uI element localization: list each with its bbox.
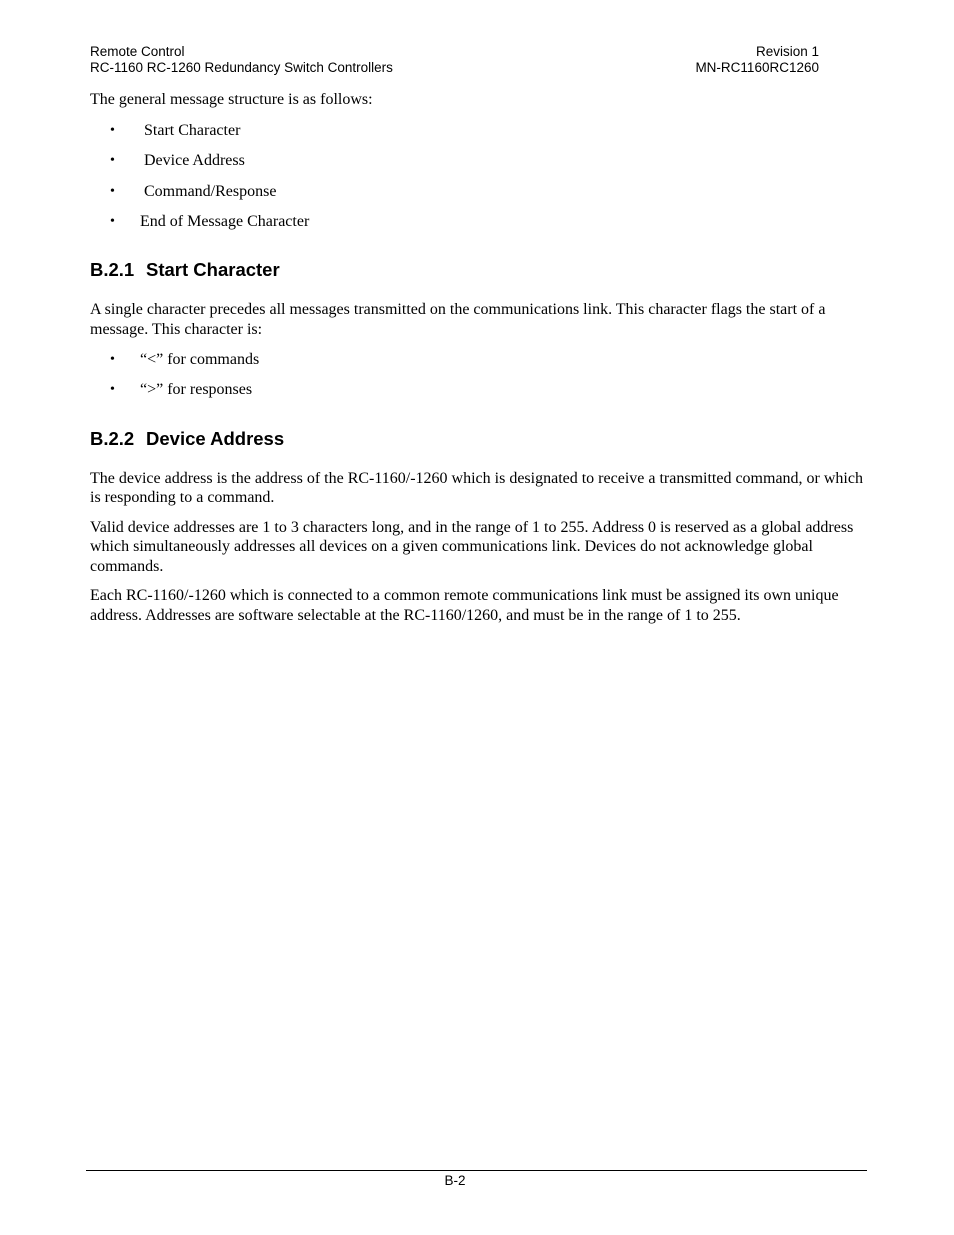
list-item-text: “>” for responses <box>140 381 253 398</box>
footer-divider <box>86 1170 867 1171</box>
device-address-paragraph-1: The device address is the address of the RC-1160/-1260 which is designated to receive a transmitted command, or which is responding to a command. <box>90 469 863 506</box>
list-item <box>90 380 865 400</box>
device-address-paragraph-3: Each RC-1160/-1260 which is connected to a common remote communications link must be assigned its own unique address. Addresses are software selectable at the RC-1160/1260, and must be in the range of 1 to 255. <box>90 587 839 624</box>
list-item <box>90 350 865 370</box>
list-item-text: End of Message Character <box>140 212 310 230</box>
section-title: Device Address <box>146 427 285 449</box>
section-number: B.2.1 <box>90 259 135 280</box>
section-title: Start Character <box>146 259 280 280</box>
section-heading-start-character <box>90 259 865 281</box>
list-item <box>90 151 865 171</box>
list-item <box>90 121 865 141</box>
list-item <box>90 182 865 202</box>
start-character-list <box>90 350 865 400</box>
list-item-text: Start Character <box>144 121 241 139</box>
bullet-icon: • <box>110 183 115 199</box>
page-body <box>90 90 865 625</box>
section-heading-device-address <box>90 428 865 450</box>
section-number: B.2.2 <box>90 427 135 449</box>
bullet-icon: • <box>110 153 115 168</box>
message-structure-list <box>90 121 865 232</box>
list-item <box>90 212 865 232</box>
header-revision: Revision 1 <box>755 44 819 59</box>
header-chapter-title: Remote Control <box>90 44 185 59</box>
header-document-number: MN-RC1160RC1260 <box>695 60 819 75</box>
bullet-icon: • <box>110 382 115 397</box>
bullet-icon: • <box>110 213 115 229</box>
list-item-text: Device Address <box>144 152 245 169</box>
start-character-paragraph: A single character precedes all messages transmitted on the communications link. This character flags the start of a message. This character is: <box>90 301 826 338</box>
page-number: B-2 <box>444 1173 466 1188</box>
device-address-paragraph-2: Valid device addresses are 1 to 3 characters long, and in the range of 1 to 255. Address 0 is reserved as a global address which simultaneously addresses all devices on a given communications link. Devices do not acknowledge global commands. <box>90 518 854 575</box>
list-item-text: “<” for commands <box>140 351 260 368</box>
header-document-title: RC-1160 RC-1260 Redundancy Switch Controllers <box>90 60 393 75</box>
list-item-text: Command/Response <box>144 182 277 200</box>
bullet-icon: • <box>110 122 115 138</box>
running-header-right <box>695 44 819 76</box>
intro-paragraph: The general message structure is as follows: <box>90 91 373 108</box>
bullet-icon: • <box>110 352 115 367</box>
running-header-left <box>90 44 393 76</box>
